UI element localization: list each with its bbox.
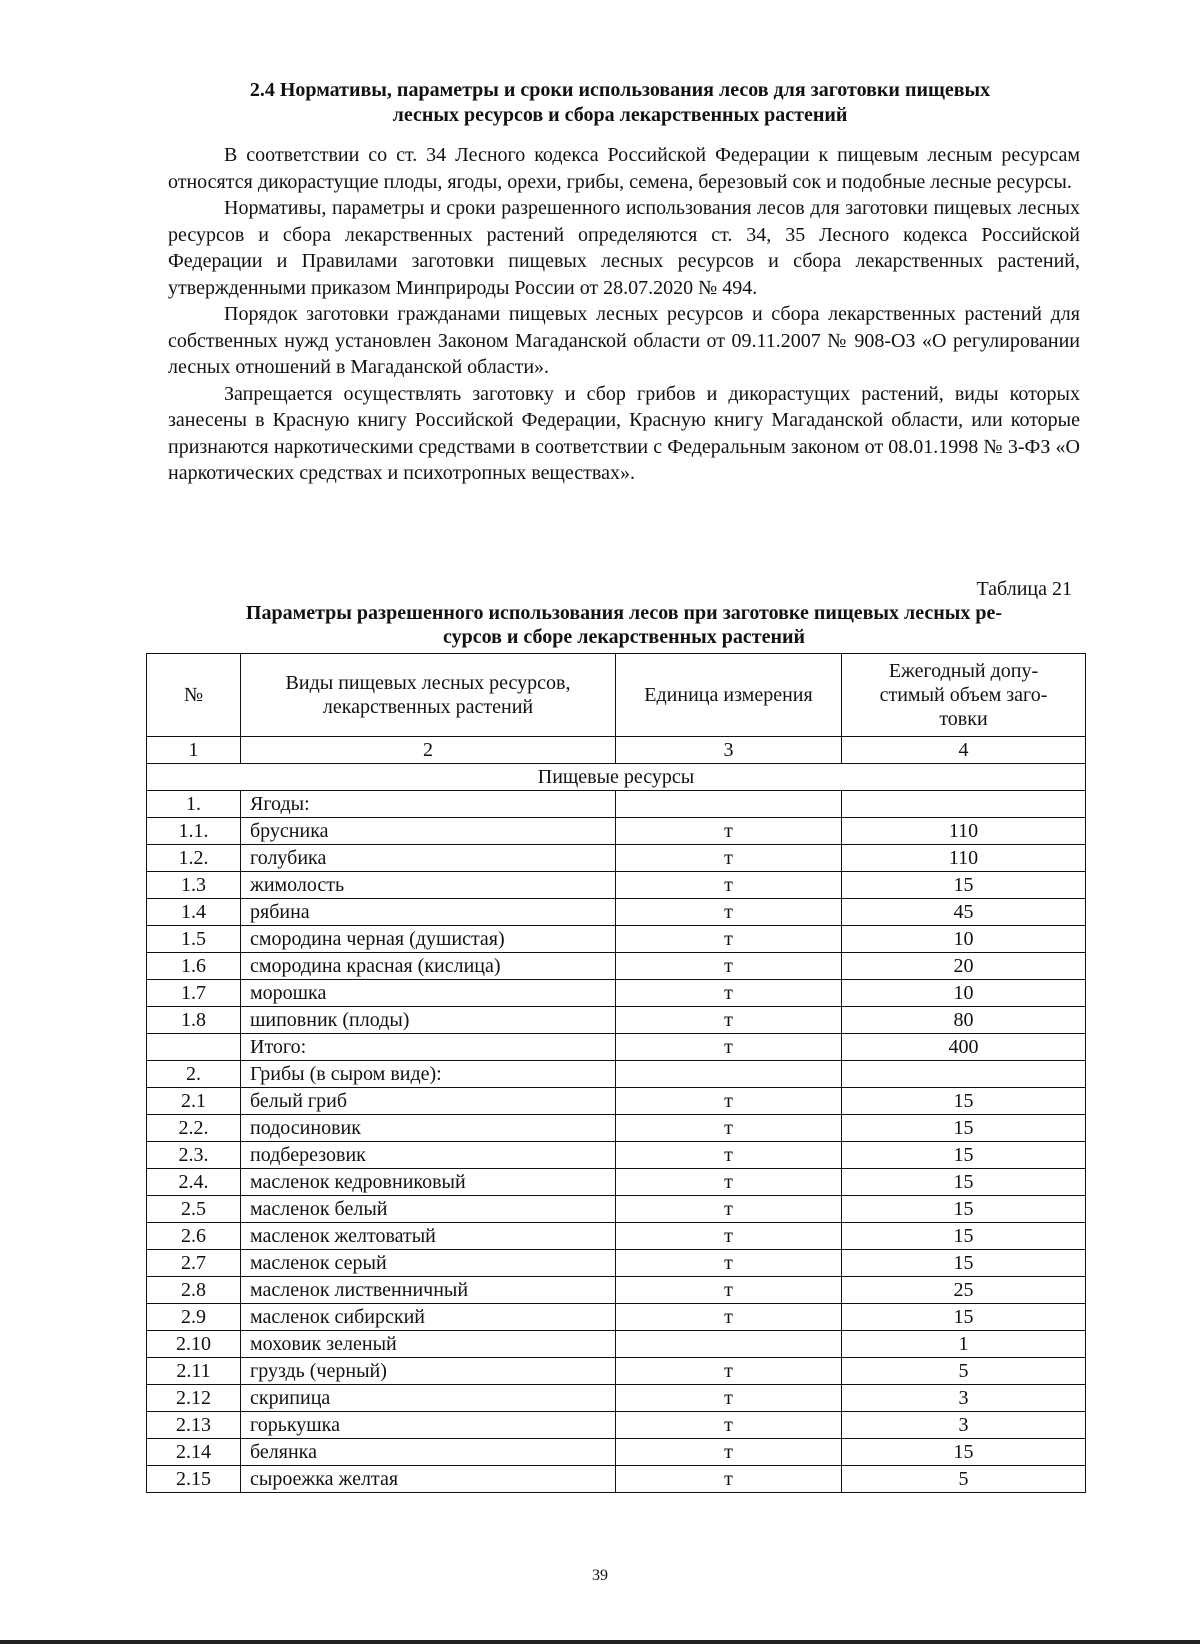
row-number: 2.8 — [147, 1277, 241, 1304]
row-name: Итого: — [241, 1034, 616, 1061]
table-row — [147, 1115, 1086, 1142]
row-name: Грибы (в сыром виде): — [241, 1061, 616, 1088]
column-number: 1 — [147, 737, 241, 764]
row-number: 1. — [147, 791, 241, 818]
parameters-table — [146, 653, 1086, 1493]
table-row — [147, 1250, 1086, 1277]
table-row — [147, 1304, 1086, 1331]
table-row — [147, 1169, 1086, 1196]
row-unit: т — [616, 1439, 842, 1466]
row-name: рябина — [241, 899, 616, 926]
row-volume: 10 — [842, 980, 1086, 1007]
table-row — [147, 899, 1086, 926]
row-volume: 80 — [842, 1007, 1086, 1034]
row-number: 2.11 — [147, 1358, 241, 1385]
row-unit: т — [616, 980, 842, 1007]
row-volume: 3 — [842, 1385, 1086, 1412]
row-volume: 15 — [842, 1223, 1086, 1250]
row-number: 2.1 — [147, 1088, 241, 1115]
row-volume: 20 — [842, 953, 1086, 980]
row-number: 1.5 — [147, 926, 241, 953]
row-name: голубика — [241, 845, 616, 872]
row-name: масленок кедровниковый — [241, 1169, 616, 1196]
section-title: Пищевые ресурсы — [147, 764, 1086, 791]
row-unit: т — [616, 1196, 842, 1223]
row-name: масленок белый — [241, 1196, 616, 1223]
row-unit: т — [616, 1277, 842, 1304]
table-row — [147, 1331, 1086, 1358]
table-row — [147, 1439, 1086, 1466]
row-volume: 15 — [842, 1250, 1086, 1277]
section-row — [147, 764, 1086, 791]
row-name: масленок сибирский — [241, 1304, 616, 1331]
table-row — [147, 1196, 1086, 1223]
row-name: брусника — [241, 818, 616, 845]
section-heading — [160, 78, 1080, 128]
header-name-line-1: Виды пищевых лесных ресурсов, — [285, 672, 571, 694]
section-heading-line-1: 2.4 Нормативы, параметры и сроки использования лесов для заготовки пищевых — [249, 79, 991, 101]
row-unit — [616, 1331, 842, 1358]
row-unit: т — [616, 899, 842, 926]
table-row — [147, 1385, 1086, 1412]
table-header-row — [147, 654, 1086, 737]
row-number: 1.7 — [147, 980, 241, 1007]
table-label: Таблица 21 — [976, 578, 1072, 600]
row-number: 2.13 — [147, 1412, 241, 1439]
row-volume: 110 — [842, 845, 1086, 872]
row-number: 2.7 — [147, 1250, 241, 1277]
table-title-line-2: сурсов и сборе лекарственных растений — [442, 626, 806, 648]
row-volume: 110 — [842, 818, 1086, 845]
section-heading-line-2: лесных ресурсов и сбора лекарственных растений — [392, 104, 848, 126]
row-name: подберезовик — [241, 1142, 616, 1169]
table-row — [147, 953, 1086, 980]
header-name-line-2: лекарственных растений — [322, 696, 534, 718]
row-volume: 1 — [842, 1331, 1086, 1358]
row-unit: т — [616, 926, 842, 953]
table-row — [147, 845, 1086, 872]
row-number: 2.9 — [147, 1304, 241, 1331]
header-num: № — [147, 654, 241, 737]
row-name: масленок серый — [241, 1250, 616, 1277]
row-number: 1.8 — [147, 1007, 241, 1034]
row-name: масленок лиственничный — [241, 1277, 616, 1304]
row-name: смородина красная (кислица) — [241, 953, 616, 980]
row-unit: т — [616, 953, 842, 980]
paragraph: Нормативы, параметры и сроки разрешенного использования лесов для заготовки пищевых лесных ресурсов и сбора лекарственных растений определяются ст. 34, 35 Лесного кодекса Российской Федерации и Правилами заготовки пищевых лесных ресурсов и сбора лекарственных растений, утвержденными приказом Минприроды России от 28.07.2020 № 494. — [168, 197, 1080, 299]
body-text — [168, 142, 1080, 487]
row-volume: 45 — [842, 899, 1086, 926]
row-unit: т — [616, 1142, 842, 1169]
row-unit: т — [616, 1007, 842, 1034]
row-number: 2.5 — [147, 1196, 241, 1223]
header-volume-line-1: Ежегодный допу- — [888, 660, 1039, 682]
row-volume: 3 — [842, 1412, 1086, 1439]
row-name: масленок желтоватый — [241, 1223, 616, 1250]
row-number: 2.3. — [147, 1142, 241, 1169]
row-volume: 5 — [842, 1358, 1086, 1385]
table-row — [147, 872, 1086, 899]
row-name: груздь (черный) — [241, 1358, 616, 1385]
row-number: 1.2. — [147, 845, 241, 872]
row-name: горькушка — [241, 1412, 616, 1439]
row-volume: 10 — [842, 926, 1086, 953]
row-volume: 15 — [842, 1196, 1086, 1223]
row-number: 2.2. — [147, 1115, 241, 1142]
row-unit — [616, 791, 842, 818]
row-unit: т — [616, 1169, 842, 1196]
row-unit: т — [616, 818, 842, 845]
table-row — [147, 1223, 1086, 1250]
table-row — [147, 1277, 1086, 1304]
row-unit: т — [616, 845, 842, 872]
row-volume: 25 — [842, 1277, 1086, 1304]
row-number: 1.4 — [147, 899, 241, 926]
column-number: 4 — [842, 737, 1086, 764]
row-number: 2.4. — [147, 1169, 241, 1196]
row-volume: 15 — [842, 1439, 1086, 1466]
row-unit: т — [616, 872, 842, 899]
table-row — [147, 1034, 1086, 1061]
row-number: 2. — [147, 1061, 241, 1088]
table-row — [147, 818, 1086, 845]
paragraph: Запрещается осуществлять заготовку и сбор грибов и дикорастущих растений, виды которых занесены в Красную книгу Российской Федерации, Красную книгу Магаданской области, или которые признаются наркотическими средствами в соответствии с Федеральным законом от 08.01.1998 № 3-ФЗ «О наркотических средствах и психотропных веществах». — [168, 382, 1080, 484]
table-row — [147, 926, 1086, 953]
table-title-line-1: Параметры разрешенного использования лесов при заготовке пищевых лесных ре- — [245, 602, 1003, 624]
row-unit: т — [616, 1088, 842, 1115]
row-number: 1.3 — [147, 872, 241, 899]
row-name: скрипица — [241, 1385, 616, 1412]
table-row — [147, 1088, 1086, 1115]
table-row — [147, 1466, 1086, 1493]
row-unit: т — [616, 1412, 842, 1439]
row-number: 2.12 — [147, 1385, 241, 1412]
row-volume: 15 — [842, 1115, 1086, 1142]
row-volume: 15 — [842, 872, 1086, 899]
row-volume: 15 — [842, 1169, 1086, 1196]
table-row — [147, 1061, 1086, 1088]
row-unit — [616, 1061, 842, 1088]
table-title — [168, 601, 1080, 649]
row-unit: т — [616, 1223, 842, 1250]
table-row — [147, 1142, 1086, 1169]
row-name: жимолость — [241, 872, 616, 899]
row-unit: т — [616, 1034, 842, 1061]
table-row — [147, 1007, 1086, 1034]
row-number: 2.10 — [147, 1331, 241, 1358]
row-name: белянка — [241, 1439, 616, 1466]
row-name: Ягоды: — [241, 791, 616, 818]
header-volume — [842, 654, 1086, 737]
row-name: подосиновик — [241, 1115, 616, 1142]
column-number: 2 — [241, 737, 616, 764]
header-unit: Единица измерения — [616, 654, 842, 737]
column-number-row — [147, 737, 1086, 764]
row-name: сыроежка желтая — [241, 1466, 616, 1493]
row-volume: 400 — [842, 1034, 1086, 1061]
row-name: белый гриб — [241, 1088, 616, 1115]
row-name: моховик зеленый — [241, 1331, 616, 1358]
paragraph: В соответствии со ст. 34 Лесного кодекса Российской Федерации к пищевым лесным ресурсам относятся дикорастущие плоды, ягоды, орехи, грибы, семена, березовый сок и подобные лесные ресурсы. — [168, 144, 1080, 193]
row-number: 2.14 — [147, 1439, 241, 1466]
row-unit: т — [616, 1115, 842, 1142]
row-unit: т — [616, 1385, 842, 1412]
paragraph: Порядок заготовки гражданами пищевых лесных ресурсов и сбора лекарственных растений для собственных нужд установлен Законом Магаданской области от 09.11.2007 № 908-ОЗ «О регулировании лесных отношений в Магаданской области». — [168, 303, 1080, 378]
row-name: шиповник (плоды) — [241, 1007, 616, 1034]
row-unit: т — [616, 1250, 842, 1277]
row-volume — [842, 1061, 1086, 1088]
table-row — [147, 791, 1086, 818]
row-number: 1.1. — [147, 818, 241, 845]
row-volume: 15 — [842, 1304, 1086, 1331]
table-row — [147, 1412, 1086, 1439]
row-unit: т — [616, 1304, 842, 1331]
row-volume — [842, 791, 1086, 818]
page-number: 39 — [592, 1567, 608, 1584]
row-volume: 15 — [842, 1142, 1086, 1169]
row-volume: 15 — [842, 1088, 1086, 1115]
row-name: смородина черная (душистая) — [241, 926, 616, 953]
row-number — [147, 1034, 241, 1061]
table-row — [147, 1358, 1086, 1385]
column-number: 3 — [616, 737, 842, 764]
row-volume: 5 — [842, 1466, 1086, 1493]
table-row — [147, 980, 1086, 1007]
bottom-rule — [0, 1640, 1200, 1644]
row-number: 2.15 — [147, 1466, 241, 1493]
row-number: 1.6 — [147, 953, 241, 980]
header-volume-line-3: товки — [939, 708, 988, 730]
row-unit: т — [616, 1358, 842, 1385]
row-name: морошка — [241, 980, 616, 1007]
header-volume-line-2: стимый объем заго- — [879, 684, 1048, 706]
row-unit: т — [616, 1466, 842, 1493]
header-name — [241, 654, 616, 737]
row-number: 2.6 — [147, 1223, 241, 1250]
